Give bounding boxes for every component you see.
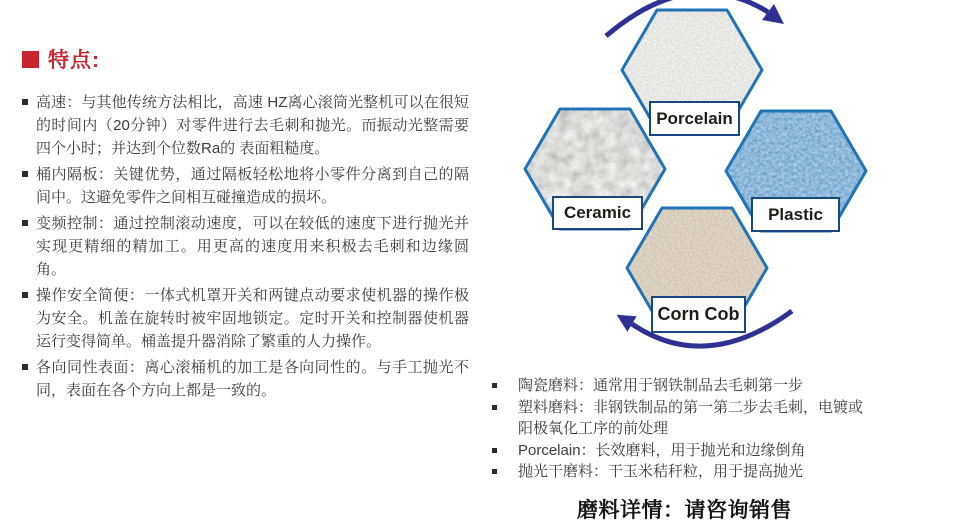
list-item [22, 91, 469, 160]
list-item [22, 163, 469, 209]
porcelain-label: Porcelain [649, 101, 740, 136]
list-item [486, 397, 866, 440]
features-section [22, 44, 469, 405]
footer-sales-note: 磨料详情：请咨询销售 [577, 499, 792, 522]
abrasive-text: 塑料磨料：非钢铁制品的第一第二步去毛刺，电镀或阳极氧化工序的前处理 [518, 398, 864, 437]
bullet-square-icon [492, 405, 497, 410]
list-item [22, 284, 469, 353]
media-cycle-diagram [500, 0, 920, 380]
feature-text: 高速：与其他传统方法相比，高速 HZ离心滚筒光整机可以在很短的时间内（20分钟）对零件进行去毛刺和抛光。而振动光整需要四个小时；并达到个位数Ra的 表面粗糙度。 [36, 94, 469, 157]
abrasive-text: Porcelain：长效磨料，用于抛光和边缘倒角 [518, 441, 806, 459]
abrasive-notes-list [486, 375, 866, 483]
feature-text: 操作安全简便：一体式机罩开关和两键点动要求使机器的操作极为安全。机盖在旋转时被牢固地锁定。定时开关和控制器使机器运行变得简单。桶盖提升器消除了繁重的人力操作。 [36, 287, 469, 350]
bullet-square-icon [492, 383, 497, 388]
bullet-square-icon [22, 364, 28, 370]
abrasive-text: 抛光干磨料：干玉米秸秆粒，用于提高抛光 [518, 463, 804, 480]
bullet-square-icon [492, 469, 497, 474]
red-square-icon [22, 51, 39, 68]
list-item [486, 461, 866, 483]
feature-text: 变频控制：通过控制滚动速度，可以在较低的速度下进行抛光并实现更精细的精加工。用更高的速度用来积极去毛刺和边缘圆角。 [36, 215, 469, 278]
features-heading [22, 44, 469, 74]
bullet-square-icon [22, 171, 28, 177]
bullet-square-icon [492, 448, 497, 453]
list-item [22, 212, 469, 281]
bullet-square-icon [22, 220, 28, 226]
feature-text: 桶内隔板：关键优势，通过隔板轻松地将小零件分离到自己的隔间中。这避免零件之间相互碰撞造成的损坏。 [36, 166, 469, 206]
feature-list [22, 91, 469, 402]
list-item [486, 440, 866, 462]
abrasive-text: 陶瓷磨料：通常用于钢铁制品去毛刺第一步 [518, 377, 804, 394]
ceramic-label: Ceramic [552, 196, 643, 230]
corncob-label: Corn Cob [651, 296, 746, 333]
feature-text: 各向同性表面：离心滚桶机的加工是各向同性的。与手工抛光不同，表面在各个方向上都是一致的。 [36, 359, 469, 399]
list-item [22, 356, 469, 402]
bullet-square-icon [22, 292, 28, 298]
plastic-label: Plastic [751, 197, 840, 232]
list-item [486, 375, 866, 397]
bullet-square-icon [22, 99, 28, 105]
features-heading-text: 特点: [48, 49, 100, 72]
